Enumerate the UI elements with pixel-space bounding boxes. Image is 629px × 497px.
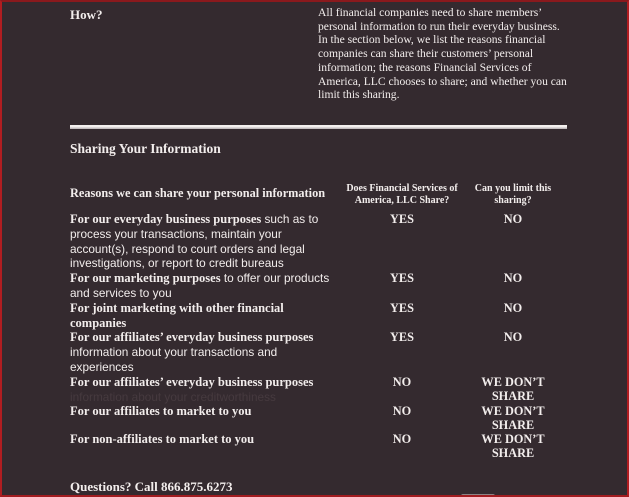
column-header-limit: Can you limit this sharing? bbox=[474, 183, 552, 206]
reason-bold: For our affiliates’ everyday business purposes bbox=[70, 374, 314, 389]
sharing-table bbox=[70, 183, 564, 460]
reason-bold: For our affiliates’ everyday business purposes bbox=[70, 330, 314, 345]
limit-value: WE DON’T SHARE bbox=[481, 374, 545, 403]
limit-value: NO bbox=[503, 330, 523, 345]
share-value: YES bbox=[390, 300, 414, 315]
reason-rest: information about your transactions and experiences bbox=[70, 345, 278, 374]
reason-rest: such as to process your transactions, maintain your account(s), respond to court orders and legal investigations, or report to credit bureaus bbox=[70, 212, 319, 271]
share-value: NO bbox=[392, 374, 412, 389]
table-row-reason bbox=[70, 271, 342, 301]
share-value: NO bbox=[392, 432, 412, 447]
limit-value: NO bbox=[503, 300, 523, 315]
table-row-reason bbox=[70, 432, 342, 460]
reason-rest-faint: information about your creditworthiness bbox=[70, 389, 276, 404]
share-value: YES bbox=[390, 212, 414, 226]
column-header-reasons: Reasons we can share your personal information bbox=[70, 186, 326, 200]
reason-bold: For our marketing purposes bbox=[70, 271, 221, 286]
share-value: YES bbox=[390, 330, 414, 345]
limit-value: WE DON’T SHARE bbox=[481, 404, 545, 433]
column-header-share: Does Financial Services of America, LLC Share? bbox=[346, 183, 458, 206]
share-value: YES bbox=[390, 271, 414, 286]
share-value: NO bbox=[392, 404, 412, 419]
section-title: Sharing Your Information bbox=[70, 141, 221, 156]
table-row-reason bbox=[70, 212, 342, 271]
reason-bold: For our affiliates to market to you bbox=[70, 404, 252, 419]
reason-bold: For our everyday business purposes bbox=[70, 212, 262, 226]
reason-bold: For non-affiliates to market to you bbox=[70, 432, 255, 447]
table-row-reason bbox=[70, 404, 342, 432]
reason-rest: to offer our products and services to you bbox=[70, 271, 330, 300]
table-row-reason bbox=[70, 330, 342, 374]
limit-value: WE DON’T SHARE bbox=[481, 432, 545, 461]
table-row-reason bbox=[70, 375, 342, 405]
section-divider bbox=[70, 125, 567, 129]
table-row-reason bbox=[70, 301, 342, 331]
reason-bold: For joint marketing with other financial companies bbox=[70, 300, 284, 330]
questions-phone: Questions? Call 866.875.6273 bbox=[70, 479, 233, 494]
limit-value: NO bbox=[503, 212, 523, 226]
how-description: All financial companies need to share members’ personal information to run their everyday business. In the section below, we list the reasons financial companies can share their customers’ personal information; the reasons Financial Services of America, LLC chooses to share; and whether you can limit this sharing. bbox=[318, 6, 567, 102]
limit-value: NO bbox=[503, 271, 523, 286]
how-label: How? bbox=[70, 7, 103, 22]
